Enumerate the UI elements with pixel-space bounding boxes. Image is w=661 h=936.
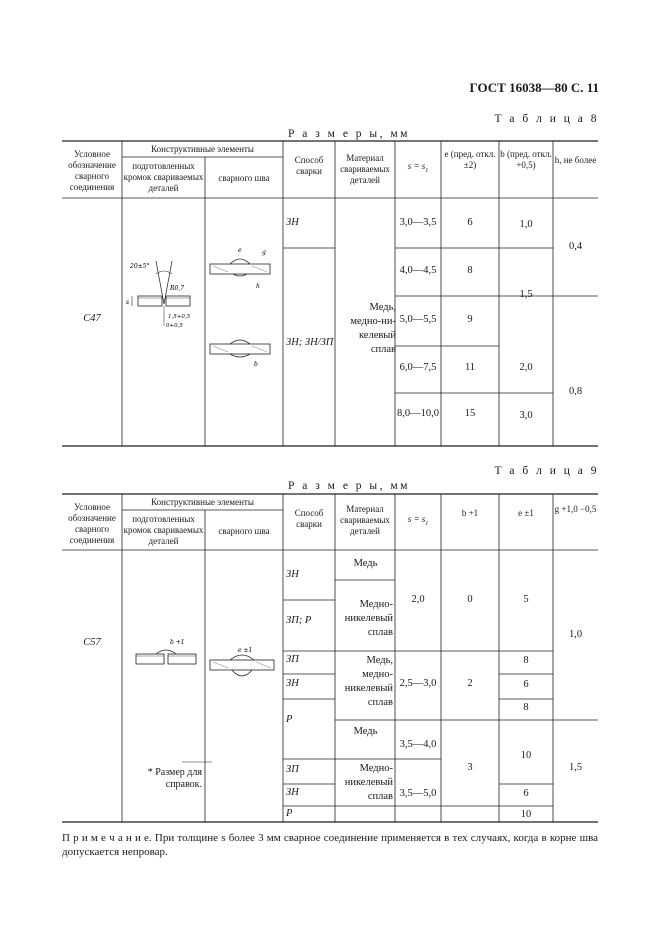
table9-units: Р а з м е р ы, мм <box>288 480 410 492</box>
t9-g-1: 1,0 <box>568 629 583 640</box>
t9-s-3: 3,5—4,0 <box>399 739 437 750</box>
t9-b-1: 0 <box>467 594 473 605</box>
table8 <box>62 141 598 447</box>
table9 <box>62 494 598 824</box>
t8-h-s: $s = s_1$ <box>407 161 429 174</box>
t8-method-2: ЗН; ЗН/ЗП <box>286 337 334 348</box>
t8-edge-drawing <box>126 256 202 351</box>
t9-s-4: 3,5—5,0 <box>399 788 437 799</box>
t8-e-2: 8 <box>467 265 473 276</box>
t9-h-g: g +1,0 −0,5 <box>554 504 597 514</box>
t8-designation: С47 <box>83 313 101 324</box>
t8-e-4: 11 <box>464 362 476 373</box>
t9-designation: С57 <box>83 637 101 648</box>
t8-fig-tol: 1,5+0,5 <box>168 314 191 320</box>
t9-fig-b: b +1 <box>170 639 185 646</box>
t9-e-4: 8 <box>523 702 529 713</box>
table8-units: Р а з м е р ы, мм <box>288 128 410 140</box>
t8-b-5: 3,0 <box>519 410 533 421</box>
t8-s-3: 5,0—5,5 <box>399 314 437 325</box>
t8-h-constructive: Конструктивные элементы <box>151 144 254 154</box>
t8-e-1: 6 <box>467 217 473 228</box>
t9-h-designation: Условное обозначение сварного соединения <box>68 502 116 545</box>
t9-material-3: Медь, медно-никелевый сплав <box>344 655 393 708</box>
t9-g-2: 1,5 <box>568 762 583 773</box>
t9-material-5: Медно-никелевый сплав <box>344 763 393 802</box>
t9-e-6: 6 <box>523 788 529 799</box>
t8-s-4: 6,0—7,5 <box>399 362 437 373</box>
t9-h-constructive: Конструктивные элементы <box>151 497 254 507</box>
t9-s-2: 2,5—3,0 <box>399 678 437 689</box>
t9-h-s: $s = s_1$ <box>407 514 429 527</box>
t8-b-2: 1,5 <box>519 289 533 300</box>
t8-weld-drawing <box>208 244 282 374</box>
t8-h-value-2: 0,8 <box>568 386 583 397</box>
t8-method-1: ЗН <box>286 217 299 228</box>
t8-h-weld: сварного шва <box>218 173 270 183</box>
t8-s-5: 8,0—10,0 <box>397 408 439 419</box>
t9-method-3: ЗП <box>286 654 299 665</box>
t8-h-method: Способ сварки <box>294 155 324 176</box>
t9-e-5: 10 <box>520 750 532 761</box>
t8-fig-s: s <box>126 299 130 306</box>
t9-e-3: 6 <box>523 679 529 690</box>
t9-method-2: ЗП; Р <box>286 615 312 626</box>
t9-method-1: ЗН <box>286 569 299 580</box>
t8-h-material: Материал свариваемых деталей <box>340 153 390 185</box>
t8-e-3: 9 <box>467 314 473 325</box>
t8-b-4: 2,0 <box>519 362 533 373</box>
t8-h-value-1: 0,4 <box>568 241 583 252</box>
t9-h-b: b +1 <box>461 508 479 518</box>
t9-h-prepared: подготовленных кромок свариваемых деталей <box>123 514 204 546</box>
t9-method-8: Р <box>286 808 293 819</box>
t9-method-4: ЗН <box>286 678 299 689</box>
note-label: П р и м е ч а н и е. <box>62 832 152 844</box>
t8-s-2: 4,0—4,5 <box>399 265 437 276</box>
t9-material-1: Медь <box>353 558 378 569</box>
t9-fig-e: e ±1 <box>238 647 253 654</box>
t9-b-3: 3 <box>467 762 473 773</box>
t9-method-7: ЗН <box>286 787 299 798</box>
t8-h-h: h, не более <box>554 155 597 165</box>
t8-fig-g: g <box>262 249 266 256</box>
t8-fig-tol2: 0+0,5 <box>166 323 183 329</box>
table9-caption: Т а б л и ц а 9 <box>494 465 599 477</box>
t9-h-method: Способ сварки <box>294 508 324 529</box>
t9-footnote: * Размер для справок. <box>147 767 202 790</box>
t9-h-e: e ±1 <box>518 508 534 518</box>
page-header: ГОСТ 16038—80 С. 11 <box>469 80 599 95</box>
t9-weld-drawing <box>208 646 282 688</box>
t9-material-2: Медно-никелевый сплав <box>344 599 393 638</box>
table8-caption: Т а б л и ц а 8 <box>494 113 599 125</box>
t8-h-prepared: подготовленных кромок свариваемых деталей <box>123 161 204 193</box>
t9-b-2: 2 <box>467 678 473 689</box>
t9-footnote-rule <box>182 760 212 764</box>
t8-fig-h: h <box>256 283 260 290</box>
t8-fig-b: b <box>254 361 258 368</box>
t8-h-designation: Условное обозначение сварного соединения <box>68 149 116 192</box>
t8-b-1: 1,0 <box>519 219 533 230</box>
t9-e-7: 10 <box>520 809 532 820</box>
t8-fig-r: R0,7 <box>170 285 185 292</box>
t9-e-2: 8 <box>523 655 529 666</box>
t8-fig-e: e <box>238 247 242 254</box>
t9-h-weld: сварного шва <box>218 526 270 536</box>
t8-h-e: e (пред. откл. ±2) <box>444 149 496 170</box>
t8-s-1: 3,0—3,5 <box>399 217 437 228</box>
t9-h-material: Материал свариваемых деталей <box>340 504 390 536</box>
t8-h-b: b (пред. откл. +0,5) <box>500 149 552 170</box>
note <box>62 831 598 859</box>
t9-material-4: Медь <box>353 726 378 737</box>
note-text: При толщине s более 3 мм сварное соединение применяется в тех случаях, когда в корне шва допускается непровар. <box>62 832 599 858</box>
t9-method-6: ЗП <box>286 764 299 775</box>
t8-fig-angle: 20±5° <box>130 263 150 270</box>
t9-s-1: 2,0 <box>411 594 425 605</box>
t9-method-5: Р <box>286 714 293 725</box>
t8-material: Медь, медно-ни-келевый сплав <box>350 302 396 355</box>
t9-e-1: 5 <box>523 594 529 605</box>
t8-e-5: 15 <box>464 408 476 419</box>
t9-edge-drawing <box>126 634 204 684</box>
